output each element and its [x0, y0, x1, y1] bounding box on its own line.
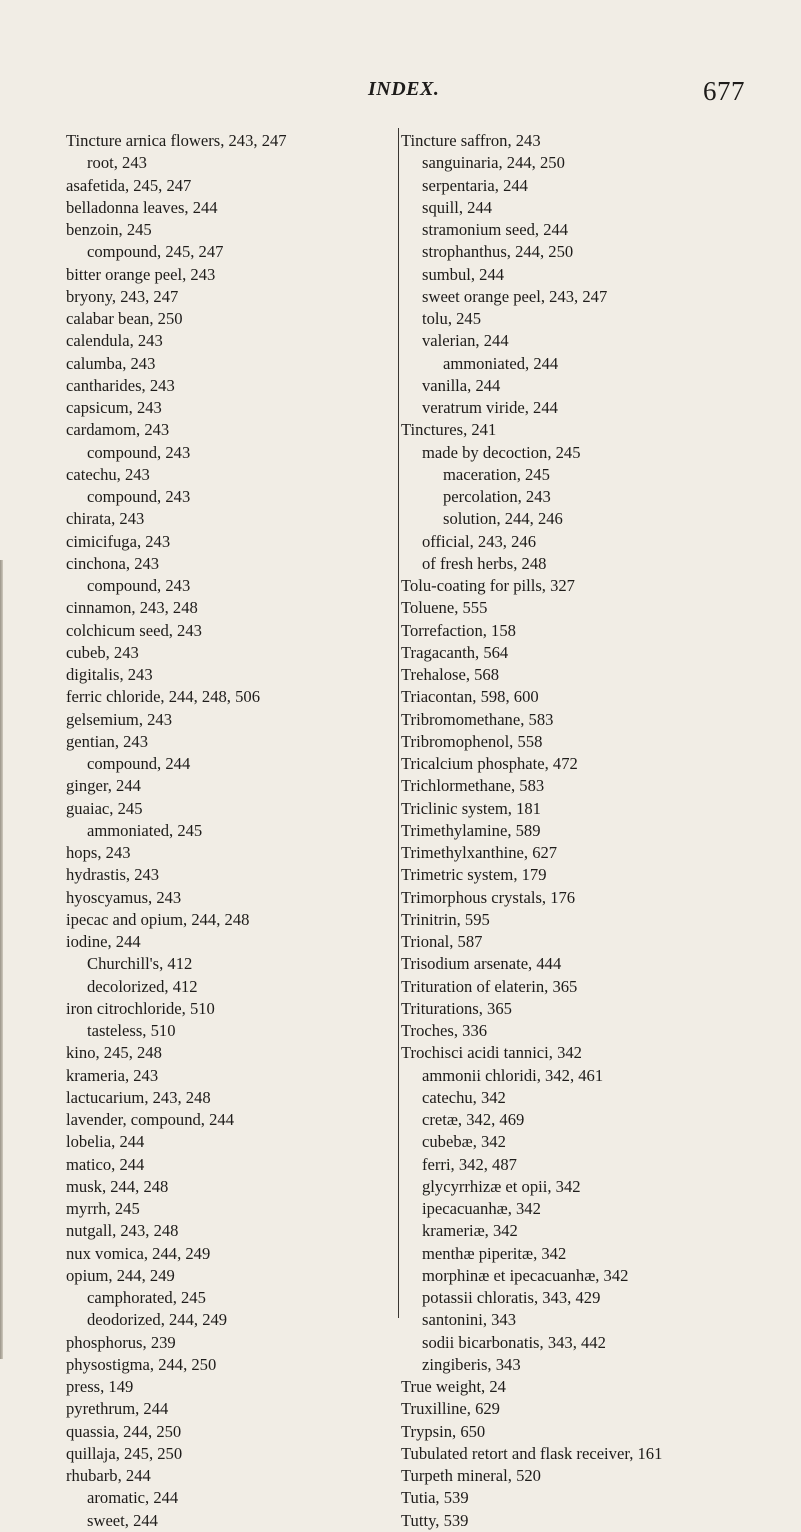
- index-entry: Trichlormethane, 583: [401, 776, 545, 796]
- index-entry: Tutty, 539: [401, 1510, 469, 1530]
- index-entry: hydrastis, 243: [66, 865, 160, 885]
- index-entry: Tolu-coating for pills, 327: [401, 576, 575, 595]
- index-entry: calendula, 243: [66, 331, 163, 351]
- index-entry: cubeb, 243: [66, 642, 139, 662]
- index-entry: krameriæ, 342: [422, 1221, 518, 1241]
- index-entry: quillaja, 245, 250: [66, 1443, 183, 1463]
- index-entry: matico, 244: [66, 1154, 145, 1174]
- index-entry: belladonna leaves, 244: [66, 197, 218, 217]
- index-entry: chirata, 243: [66, 509, 145, 529]
- index-entry: vanilla, 244: [422, 375, 501, 395]
- index-entry: potassii chloratis, 343, 429: [422, 1288, 601, 1307]
- index-entry: iron citrochloride, 510: [66, 998, 215, 1018]
- index-entry: ginger, 244: [66, 776, 141, 796]
- index-entry: Trimetric system, 179: [401, 865, 547, 885]
- index-entry: phosphorus, 239: [66, 1332, 176, 1352]
- index-entry: myrrh, 245: [66, 1199, 140, 1218]
- right-index-column: [401, 130, 796, 1532]
- index-entry: bryony, 243, 247: [66, 286, 179, 306]
- index-entry: Trional, 587: [401, 932, 483, 951]
- index-entry: ferric chloride, 244, 248, 506: [66, 687, 260, 707]
- index-entry: benzoin, 245: [66, 220, 152, 239]
- index-entry: compound, 243: [87, 442, 191, 462]
- index-entry: cinchona, 243: [66, 553, 160, 573]
- index-entry: catechu, 342: [422, 1087, 506, 1107]
- index-entry: serpentaria, 244: [422, 175, 528, 195]
- index-entry: gelsemium, 243: [66, 709, 173, 729]
- index-entry: Trituration of elaterin, 365: [401, 976, 578, 996]
- index-entry: Trimorphous crystals, 176: [401, 887, 576, 907]
- index-entry: valerian, 244: [422, 331, 509, 351]
- index-entry: cretæ, 342, 469: [422, 1110, 525, 1129]
- column-divider: [398, 128, 399, 1318]
- left-index-column: [66, 130, 396, 1532]
- index-entry: compound, 243: [87, 487, 191, 506]
- page-number: 677: [703, 76, 745, 106]
- index-entry: solution, 244, 246: [443, 509, 563, 529]
- index-entry: calabar bean, 250: [66, 309, 183, 328]
- index-entry: Tutia, 539: [401, 1488, 469, 1508]
- index-entry: ferri, 342, 487: [422, 1154, 517, 1174]
- index-entry: gentian, 243: [66, 731, 149, 751]
- index-entry: lobelia, 244: [66, 1132, 145, 1152]
- index-entry: maceration, 245: [443, 464, 550, 484]
- index-entry: Churchill's, 412: [87, 954, 193, 974]
- index-entry: strophanthus, 244, 250: [422, 242, 574, 262]
- index-entry: aromatic, 244: [87, 1488, 179, 1508]
- index-entry: Tincture arnica flowers, 243, 247: [66, 131, 287, 150]
- index-entry: decolorized, 412: [87, 976, 198, 996]
- index-entry: kino, 245, 248: [66, 1043, 162, 1063]
- index-entry: bitter orange peel, 243: [66, 264, 216, 284]
- index-entry: glycyrrhizæ et opii, 342: [422, 1176, 581, 1196]
- index-entry: stramonium seed, 244: [422, 220, 569, 239]
- index-entry: camphorated, 245: [87, 1288, 206, 1307]
- index-entry: root, 243: [87, 153, 147, 173]
- index-entry: quassia, 244, 250: [66, 1421, 182, 1441]
- index-entry: deodorized, 244, 249: [87, 1310, 228, 1330]
- index-entry: Turpeth mineral, 520: [401, 1466, 541, 1485]
- index-entry: percolation, 243: [443, 487, 551, 506]
- index-entry: official, 243, 246: [422, 531, 536, 551]
- index-entry: asafetida, 245, 247: [66, 175, 192, 195]
- index-entry: Torrefaction, 158: [401, 620, 516, 640]
- index-entry: sweet, 244: [87, 1510, 158, 1530]
- index-entry: pyrethrum, 244: [66, 1399, 169, 1419]
- index-entry: Toluene, 555: [401, 598, 488, 618]
- index-entry: Trypsin, 650: [401, 1421, 486, 1441]
- index-entry: rhubarb, 244: [66, 1466, 151, 1485]
- index-entry: krameria, 243: [66, 1065, 159, 1085]
- index-entry: musk, 244, 248: [66, 1176, 169, 1196]
- index-entry: catechu, 243: [66, 464, 150, 484]
- index-entry: ipecac and opium, 244, 248: [66, 909, 250, 929]
- index-entry: cantharides, 243: [66, 375, 175, 395]
- index-entry: Triclinic system, 181: [401, 798, 541, 818]
- index-entry: nutgall, 243, 248: [66, 1221, 179, 1241]
- index-entry: calumba, 243: [66, 353, 156, 373]
- index-entry: menthæ piperitæ, 342: [422, 1243, 567, 1263]
- index-entry: Trinitrin, 595: [401, 909, 490, 929]
- index-entry: digitalis, 243: [66, 665, 153, 684]
- index-entry: ammonii chloridi, 342, 461: [422, 1065, 604, 1085]
- index-entry: sodii bicarbonatis, 343, 442: [422, 1332, 606, 1352]
- index-entry: opium, 244, 249: [66, 1265, 175, 1285]
- page-title: INDEX.: [368, 78, 440, 100]
- index-entry: tolu, 245: [422, 309, 482, 328]
- index-entry: compound, 243: [87, 576, 191, 595]
- index-entry: iodine, 244: [66, 932, 141, 951]
- index-entry: Trisodium arsenate, 444: [401, 954, 562, 974]
- index-entry: Truxilline, 629: [401, 1399, 500, 1419]
- index-entry: Tragacanth, 564: [401, 642, 509, 662]
- index-entry: squill, 244: [422, 197, 493, 217]
- index-entry: ammoniated, 244: [443, 353, 559, 373]
- index-entry: tasteless, 510: [87, 1021, 176, 1040]
- index-entry: hyoscyamus, 243: [66, 887, 182, 907]
- index-entry: Trochisci acidi tannici, 342: [401, 1043, 582, 1063]
- index-entry: veratrum viride, 244: [422, 398, 558, 417]
- index-entry: Tubulated retort and flask receiver, 161: [401, 1443, 663, 1463]
- index-entry: lactucarium, 243, 248: [66, 1087, 211, 1107]
- index-entry: capsicum, 243: [66, 398, 162, 417]
- index-entry: nux vomica, 244, 249: [66, 1243, 211, 1263]
- index-entry: zingiberis, 343: [422, 1354, 521, 1374]
- index-entry: compound, 245, 247: [87, 242, 224, 262]
- index-entry: sanguinaria, 244, 250: [422, 153, 565, 173]
- index-entry: Triturations, 365: [401, 998, 512, 1018]
- index-entry: Triacontan, 598, 600: [401, 687, 539, 707]
- index-entry: compound, 244: [87, 754, 191, 773]
- index-entry: press, 149: [66, 1377, 134, 1396]
- index-entry: Tincture saffron, 243: [401, 131, 541, 150]
- index-entry: santonini, 343: [422, 1310, 517, 1330]
- index-entry: sumbul, 244: [422, 264, 505, 284]
- index-entry: guaiac, 245: [66, 798, 143, 818]
- index-entry: cardamom, 243: [66, 420, 170, 440]
- index-entry: lavender, compound, 244: [66, 1110, 234, 1129]
- index-entry: ipecacuanhæ, 342: [422, 1199, 541, 1218]
- index-entry: morphinæ et ipecacuanhæ, 342: [422, 1265, 629, 1285]
- index-entry: hops, 243: [66, 843, 131, 862]
- page-edge-shadow: [0, 560, 3, 1359]
- index-entry: True weight, 24: [401, 1377, 506, 1396]
- index-entry: ammoniated, 245: [87, 820, 203, 840]
- index-entry: physostigma, 244, 250: [66, 1354, 217, 1374]
- index-entry: Tricalcium phosphate, 472: [401, 754, 578, 773]
- index-entry: made by decoction, 245: [422, 442, 581, 462]
- index-entry: Tribromophenol, 558: [401, 731, 543, 751]
- index-entry: Tinctures, 241: [401, 420, 497, 440]
- index-entry: cimicifuga, 243: [66, 531, 171, 551]
- index-entry: Trehalose, 568: [401, 665, 500, 684]
- index-entry: Tribromomethane, 583: [401, 709, 554, 729]
- index-entry: colchicum seed, 243: [66, 620, 202, 640]
- index-entry: Trimethylamine, 589: [401, 820, 541, 840]
- index-entry: Trimethylxanthine, 627: [401, 843, 558, 862]
- index-entry: cinnamon, 243, 248: [66, 598, 198, 618]
- index-entry: of fresh herbs, 248: [422, 553, 547, 573]
- index-entry: Troches, 336: [401, 1021, 488, 1040]
- index-entry: sweet orange peel, 243, 247: [422, 286, 608, 306]
- index-entry: cubebæ, 342: [422, 1132, 506, 1152]
